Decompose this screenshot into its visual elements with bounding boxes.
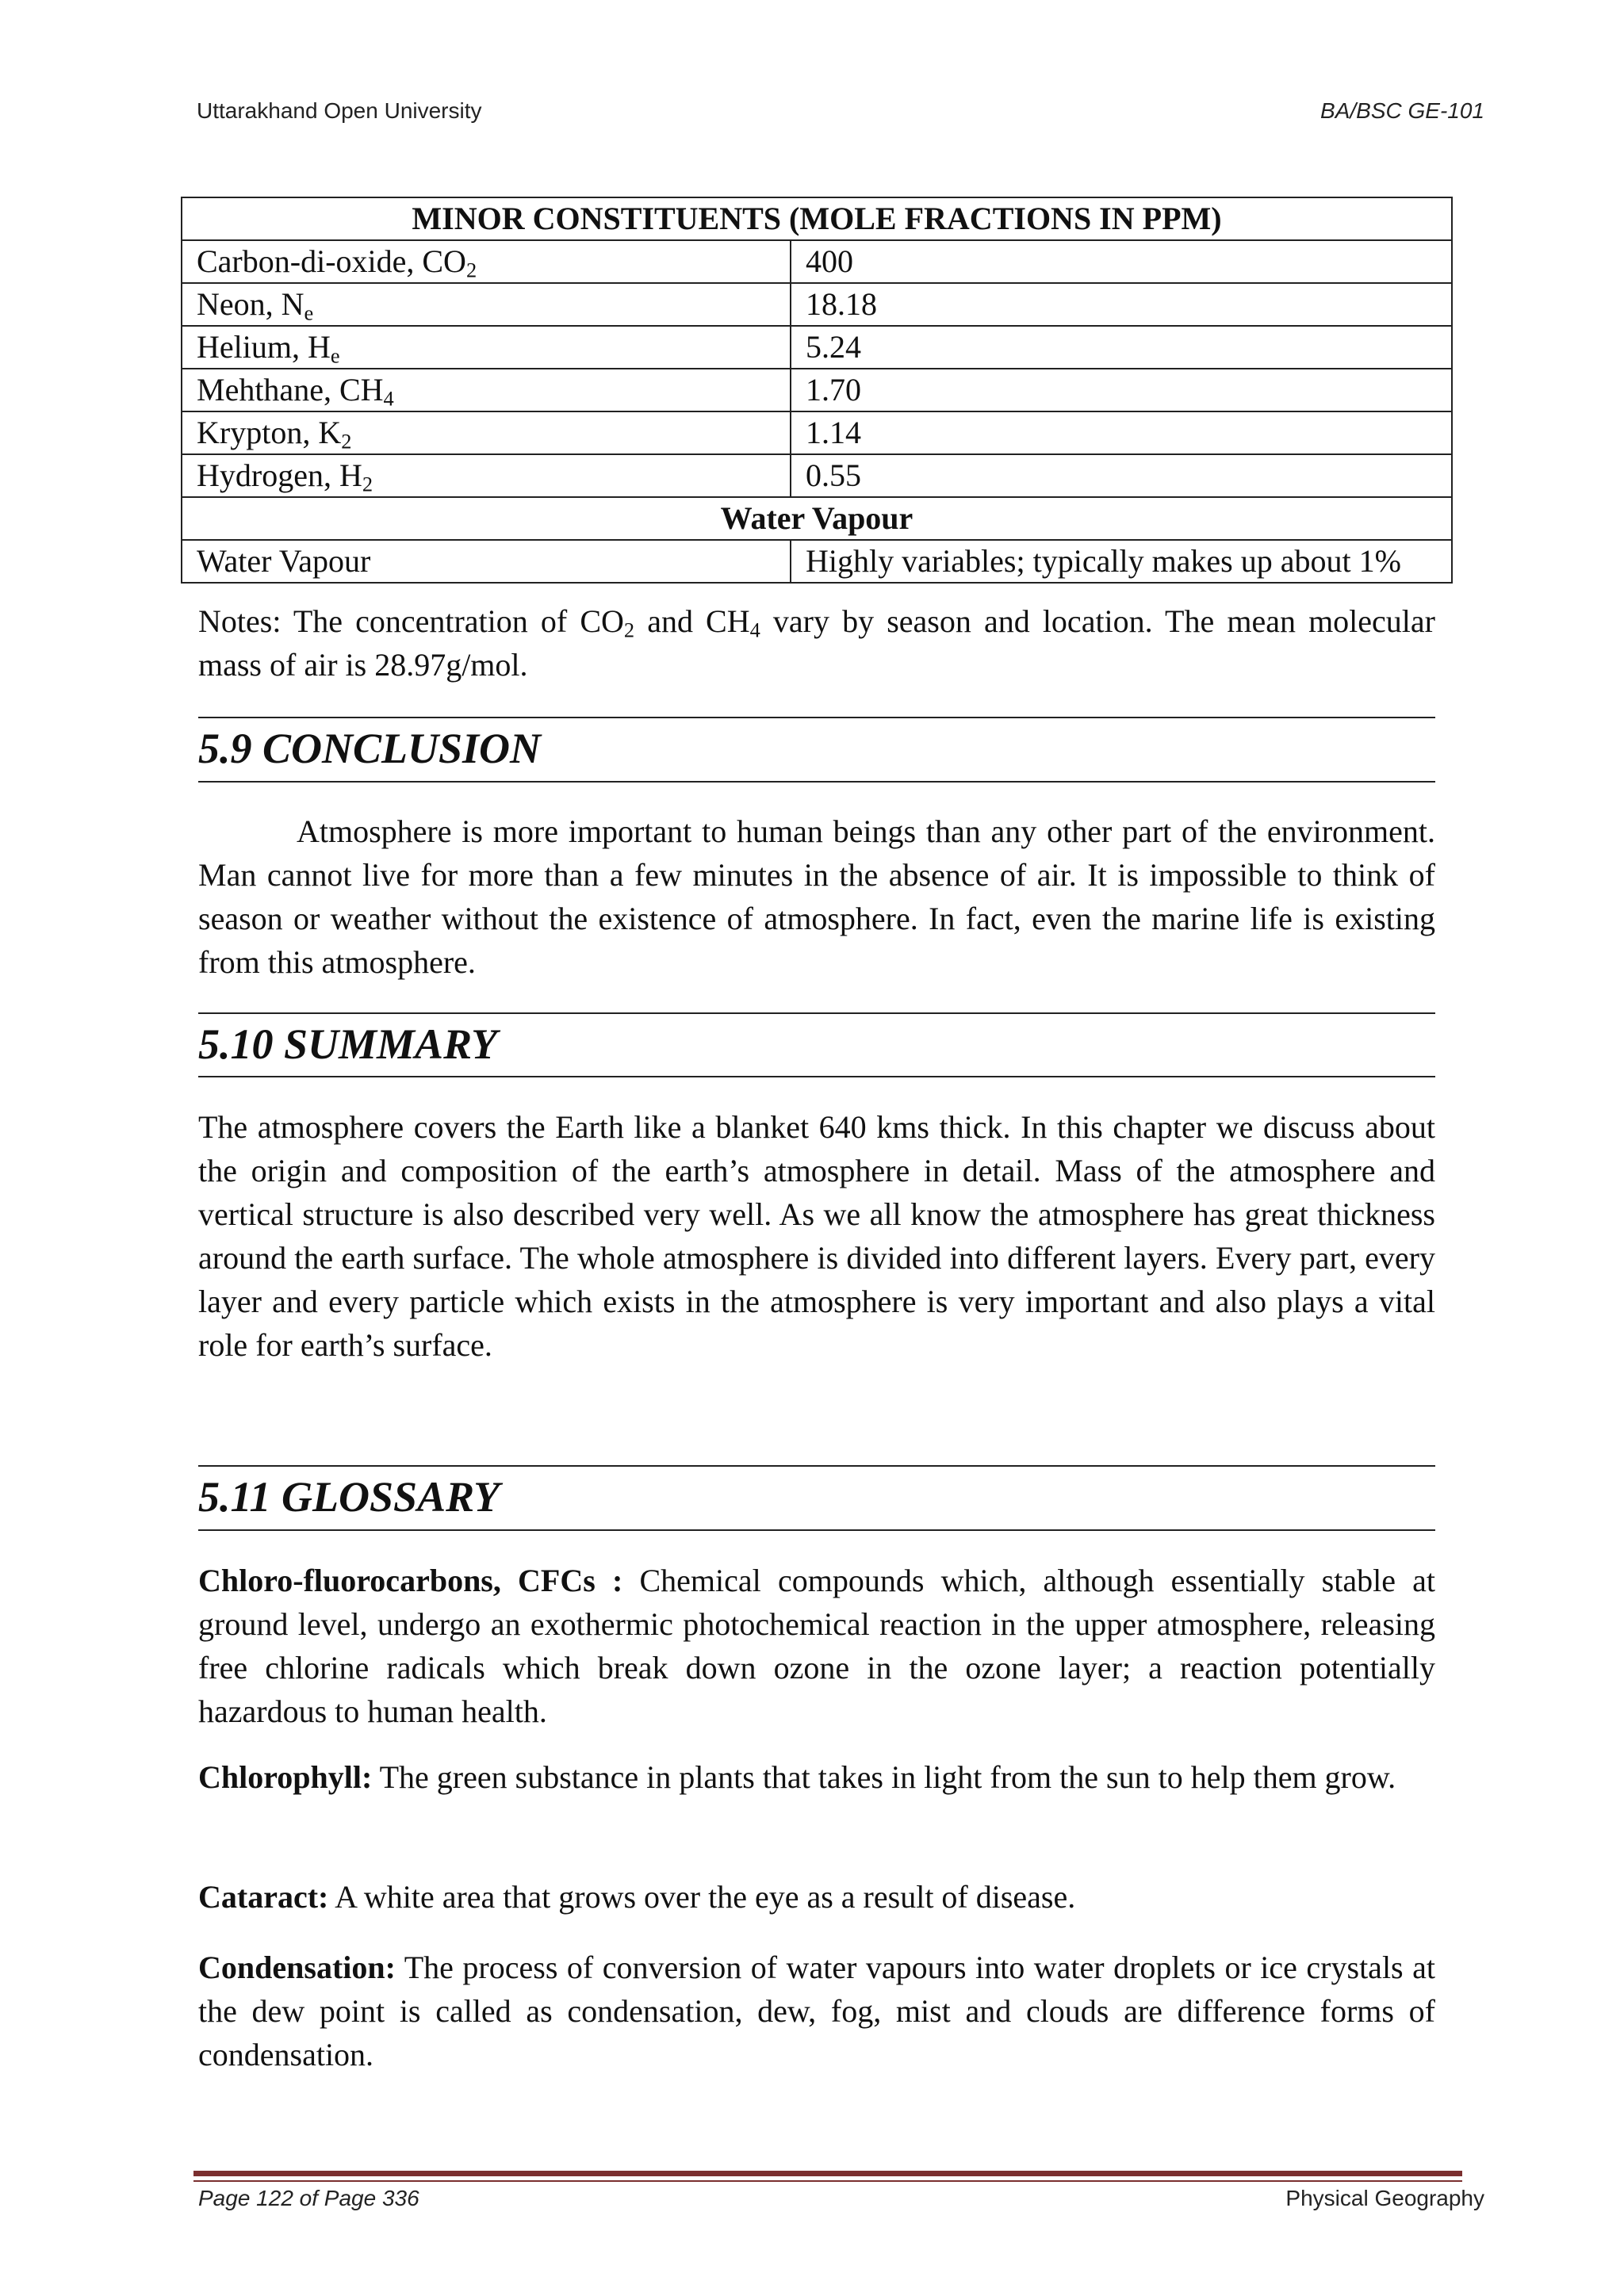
glossary-term: Cataract:	[198, 1879, 329, 1915]
conclusion-paragraph: Atmosphere is more important to human beings than any other part of the environment. Man cannot live for more than a few minutes in the absence of air. It is impossible to think of season or weather without the existence of atmosphere. In fact, even the marine life is existing from this atmosphere.	[198, 813, 1435, 980]
summary-paragraph: The atmosphere covers the Earth like a blanket 640 kms thick. In this chapter we discuss about the origin and composition of the earth’s atmosphere in detail. Mass of the atmosphere and vertical structure is also described very well. As we all know the atmosphere has great thickness around the earth surface. The whole atmosphere is divided into different layers. Every part, every layer and every particle which exists in the atmosphere is very important and also plays a vital role for earth’s surface.	[198, 1109, 1435, 1363]
footer-rule-thin	[193, 2180, 1462, 2182]
water-vapour-heading: Water Vapour	[182, 497, 1452, 540]
glossary-definition: The green substance in plants that takes in light from the sun to help them grow.	[372, 1759, 1396, 1795]
constituent-name: Krypton, $K_2$	[182, 411, 791, 454]
table-notes: Notes: The concentration of $CO_2$ and $CH_4$ vary by season and location. The mean molecular mass of air is 28.97g/mol.	[198, 603, 1435, 683]
table-row	[182, 369, 1452, 411]
constituent-name: Helium, $H_e$	[182, 326, 791, 369]
constituent-value: 1.70	[791, 369, 1452, 411]
constituent-value: Highly variables; typically makes up about 1%	[791, 540, 1452, 583]
header-course-code: BA/BSC GE-101	[1320, 98, 1484, 123]
section-title-summary: 5.10 SUMMARY	[198, 1020, 498, 1068]
section-title-conclusion: 5.9 CONCLUSION	[198, 725, 542, 772]
glossary-entry	[198, 1559, 1435, 1733]
constituent-value: 400	[791, 240, 1452, 283]
glossary-entry	[198, 1946, 1435, 2076]
constituent-name: Hydrogen, $H_2$	[182, 454, 791, 497]
constituent-value: 1.14	[791, 411, 1452, 454]
glossary-term: Chlorophyll:	[198, 1759, 373, 1795]
water-vapour-heading-row	[182, 497, 1452, 540]
footer-subject: Physical Geography	[1285, 2186, 1484, 2210]
footer-rule-thick	[193, 2171, 1462, 2176]
table-row	[182, 540, 1452, 583]
section-rule	[198, 1012, 1435, 1014]
section-rule	[198, 1076, 1435, 1077]
glossary-term: Condensation:	[198, 1950, 396, 1985]
section-rule	[198, 1529, 1435, 1531]
minor-constituents-table	[181, 197, 1453, 584]
table-row	[182, 283, 1452, 326]
constituent-value: 18.18	[791, 283, 1452, 326]
footer-page-number: Page 122 of Page 336	[198, 2186, 419, 2210]
table-heading: MINOR CONSTITUENTS (MOLE FRACTIONS IN PPM)	[182, 197, 1452, 240]
section-rule	[198, 1465, 1435, 1467]
constituent-name: Mehthane, $CH_4$	[182, 369, 791, 411]
table-row	[182, 326, 1452, 369]
glossary-definition: Chemical compounds which, although essentially stable at ground level, undergo an exothermic photochemical reaction in the upper atmosphere, releasing free chlorine radicals which break down ozone in the ozone layer; a reaction potentially hazardous to human health.	[198, 1563, 1436, 1729]
constituent-name: Neon, $N_e$	[182, 283, 791, 326]
table-heading-row	[182, 197, 1452, 240]
table-row	[182, 411, 1452, 454]
table-row	[182, 454, 1452, 497]
section-rule	[198, 781, 1435, 783]
glossary-entry	[198, 1875, 1435, 1919]
header-university: Uttarakhand Open University	[197, 98, 482, 123]
glossary-definition: The process of conversion of water vapours into water droplets or ice crystals at the dew point is called as condensation, dew, fog, mist and clouds are difference forms of condensation.	[198, 1950, 1435, 2072]
glossary-definition: A white area that grows over the eye as a result of disease.	[328, 1879, 1076, 1915]
section-rule	[198, 717, 1435, 718]
section-title-glossary: 5.11 GLOSSARY	[198, 1473, 500, 1521]
glossary-entry	[198, 1755, 1435, 1799]
table-row	[182, 240, 1452, 283]
constituent-value: 5.24	[791, 326, 1452, 369]
constituent-name: Carbon-di-oxide, $CO_2$	[182, 240, 791, 283]
constituent-name: Water Vapour	[182, 540, 791, 583]
glossary-term: Chloro-fluorocarbons, CFCs :	[198, 1563, 623, 1598]
constituent-value: 0.55	[791, 454, 1452, 497]
